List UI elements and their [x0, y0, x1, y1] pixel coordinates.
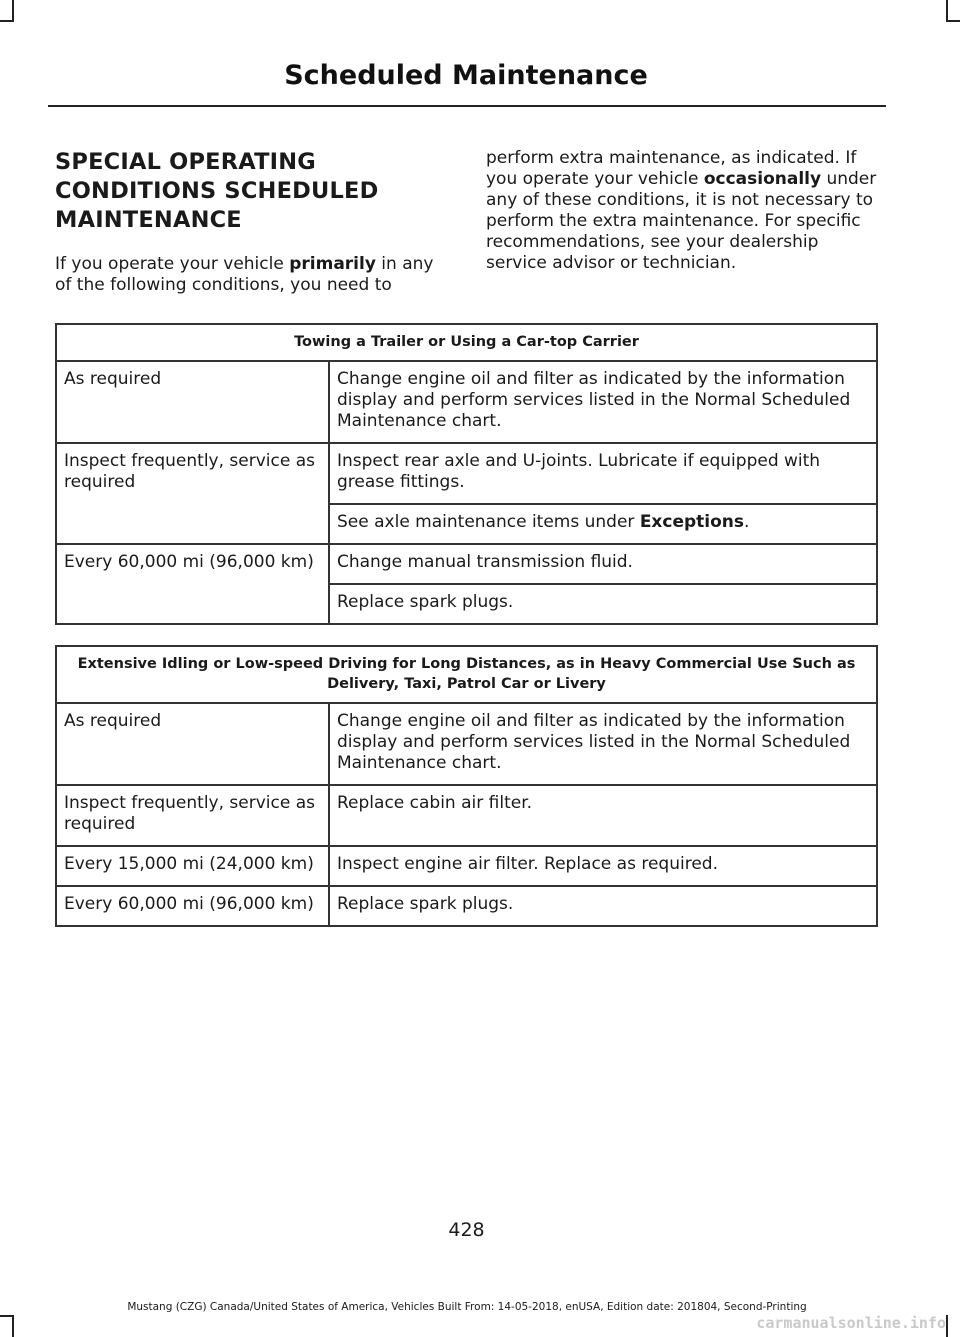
- action-cell: Replace cabin air filter.: [329, 785, 877, 846]
- interval-cell: Every 60,000 mi (96,000 km): [56, 886, 329, 926]
- table-row: [56, 886, 877, 926]
- watermark-logo: carmanualsonline.info: [756, 1314, 946, 1332]
- action-cell: Inspect rear axle and U-joints. Lubricate if equipped with grease fittings.: [329, 443, 877, 504]
- crop-mark-top-left-h: [0, 20, 14, 22]
- intro-paragraph-left: [55, 254, 455, 296]
- interval-cell: Inspect frequently, service as required: [56, 785, 329, 846]
- table-row: [56, 361, 877, 443]
- idling-maintenance-table: [55, 645, 878, 927]
- crop-mark-top-right-v: [946, 0, 948, 22]
- intro-text: If you operate your vehicle: [55, 254, 290, 274]
- page-header-title: Scheduled Maintenance: [284, 60, 648, 91]
- action-cell: Replace spark plugs.: [329, 886, 877, 926]
- table-row: [56, 703, 877, 785]
- crop-mark-bottom-left-h: [0, 1315, 14, 1317]
- action-cell: Replace spark plugs.: [329, 584, 877, 624]
- intro-keyword-primarily: primarily: [289, 254, 376, 274]
- interval-cell: As required: [56, 703, 329, 785]
- action-cell: Change manual transmission fluid.: [329, 544, 877, 584]
- intro-text: perform extra maintenance, as indicated. If you operate your vehicle: [486, 148, 857, 189]
- intro-text: under any of these conditions, it is not necessary to perform the extra maintenance. For specific recommendations, see your dealership service advisor or technician.: [486, 169, 877, 273]
- crop-mark-top-right-h: [946, 20, 960, 22]
- action-cell: Change engine oil and filter as indicated by the information display and perform services listed in the Normal Scheduled Maintenance chart.: [329, 703, 877, 785]
- interval-cell: Inspect frequently, service as required: [56, 443, 329, 544]
- action-cell: Inspect engine air filter. Replace as required.: [329, 846, 877, 886]
- table-heading: Extensive Idling or Low-speed Driving for Long Distances, as in Heavy Commercial Use Such as Delivery, Taxi, Patrol Car or Livery: [56, 646, 877, 703]
- table-row: [56, 846, 877, 886]
- action-cell: [329, 504, 877, 544]
- section-title-line: CONDITIONS SCHEDULED: [55, 178, 379, 204]
- towing-maintenance-table: [55, 323, 878, 625]
- intro-keyword-occasionally: occasionally: [703, 169, 822, 189]
- action-cell: Change engine oil and filter as indicated by the information display and perform services listed in the Normal Scheduled Maintenance chart.: [329, 361, 877, 443]
- interval-cell: Every 15,000 mi (24,000 km): [56, 846, 329, 886]
- interval-cell: Every 60,000 mi (96,000 km): [56, 544, 329, 624]
- interval-cell: As required: [56, 361, 329, 443]
- crop-mark-bottom-right-v: [946, 1315, 948, 1337]
- header-divider: [48, 105, 886, 107]
- crop-mark-bottom-left-v: [12, 1315, 14, 1337]
- document-info-footer: Mustang (CZG) Canada/United States of America, Vehicles Built From: 14-05-2018, enUSA, Edition date: 201804, Second-Printing: [127, 1301, 807, 1313]
- table-heading: Towing a Trailer or Using a Car-top Carrier: [56, 324, 877, 361]
- table-row: [56, 443, 877, 504]
- intro-paragraph-right: [486, 148, 878, 274]
- section-title-line: SPECIAL OPERATING: [55, 149, 316, 175]
- section-title-line: MAINTENANCE: [55, 207, 242, 233]
- crop-mark-top-left-v: [12, 0, 14, 22]
- intro-text: in any of the following conditions, you need to: [55, 254, 434, 295]
- table-heading-row: [56, 324, 877, 361]
- page-number: 428: [448, 1219, 485, 1241]
- action-text: See axle maintenance items under: [337, 512, 640, 532]
- table-heading-row: [56, 646, 877, 703]
- exceptions-keyword: Exceptions: [639, 512, 745, 532]
- table-row: [56, 544, 877, 584]
- table-row: [56, 785, 877, 846]
- action-text: .: [744, 512, 750, 532]
- section-title: [55, 148, 455, 235]
